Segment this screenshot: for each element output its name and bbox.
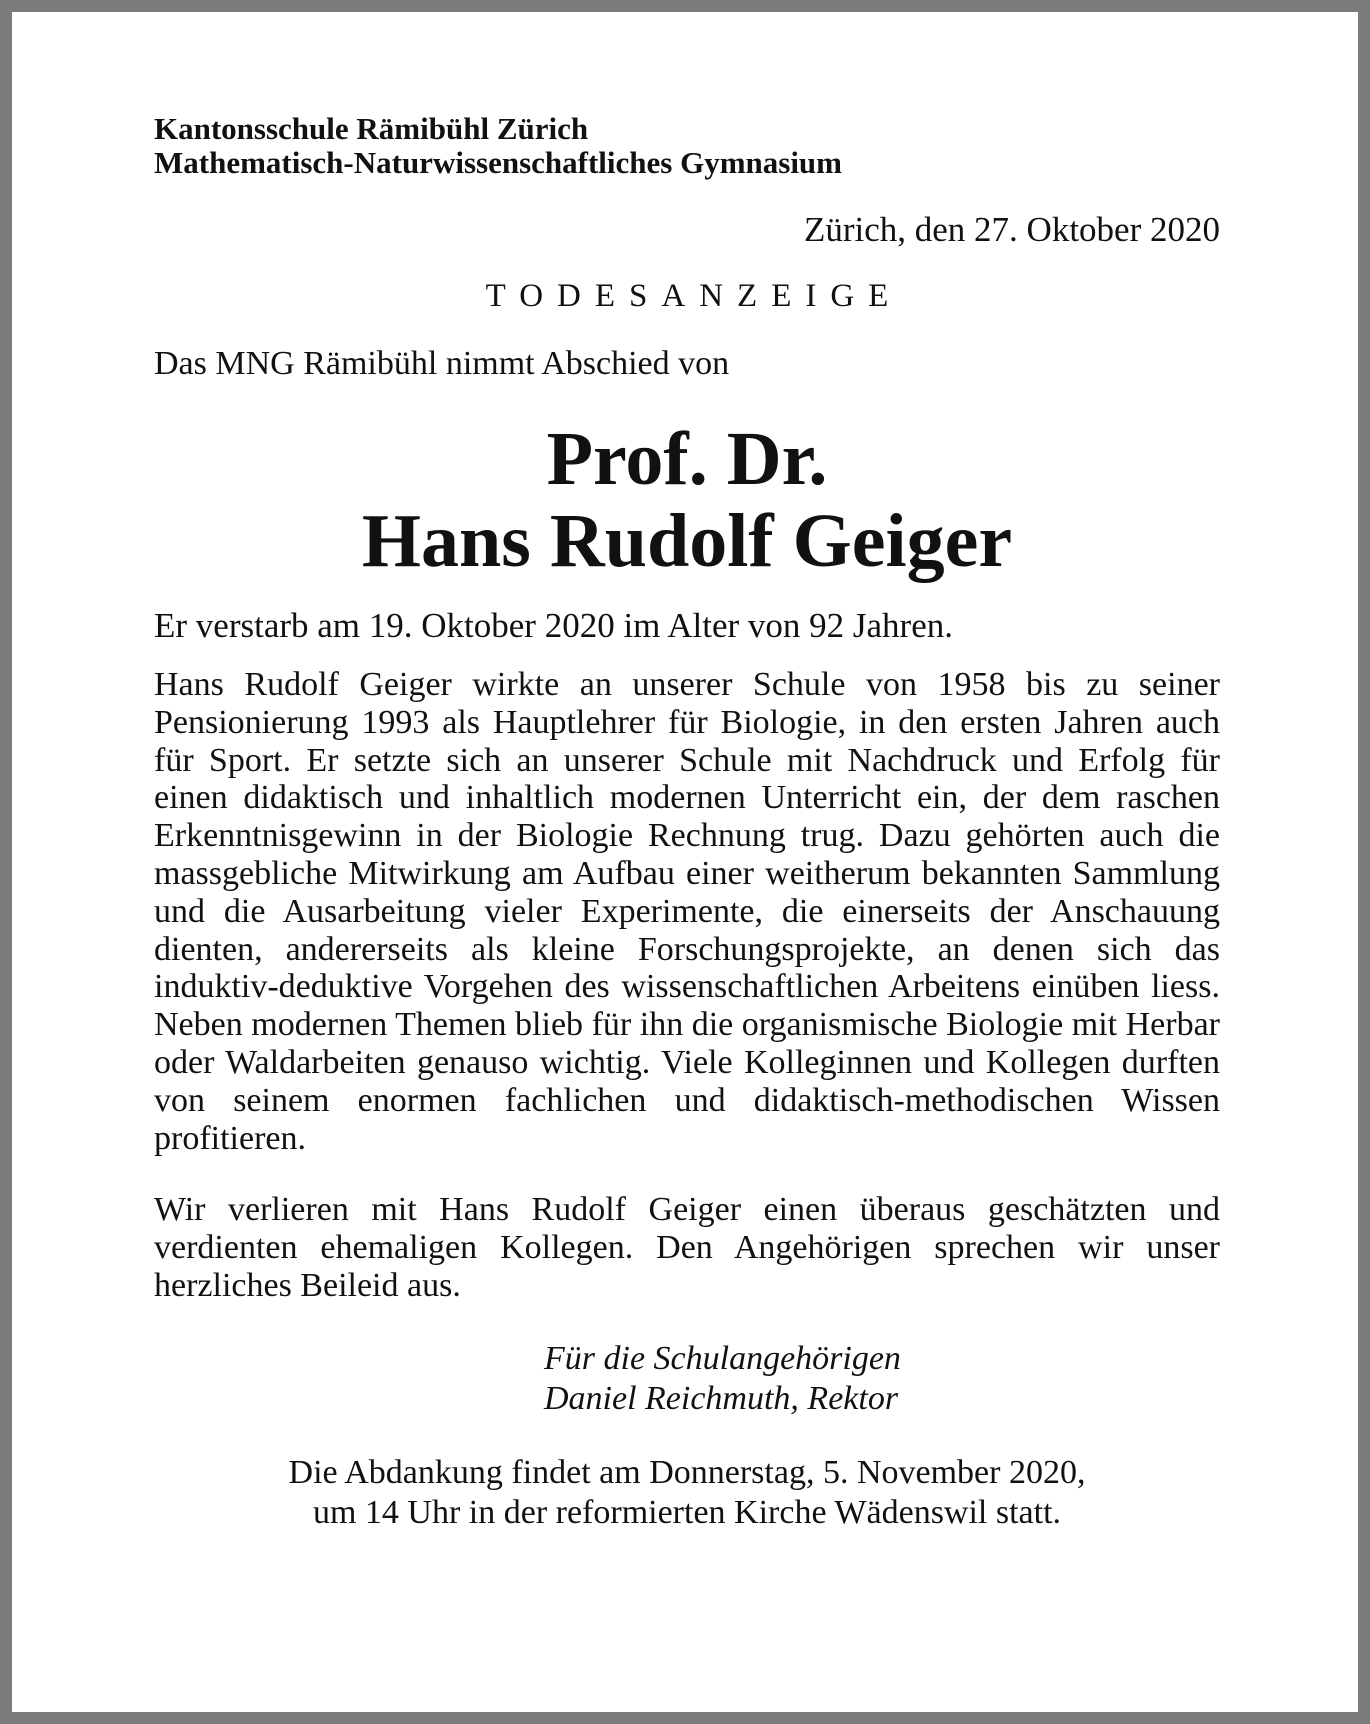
obituary-content [154,112,1220,1533]
deceased-name [154,418,1220,582]
school-type: Mathematisch-Naturwissenschaftliches Gymnasium [154,145,842,180]
career-paragraph: Hans Rudolf Geiger wirkte an unserer Schule von 1958 bis zu seiner Pensionierung 1993 als Hauptlehrer für Biologie, in den ersten Jahren auch für Sport. Er setzte sich an unserer Schule mit Nachdruck und Erfolg für einen didaktisch und inhaltlich modernen Unterricht ein, der dem raschen Erkenntnisgewinn in der Biologie Rechnung trug. Dazu gehörten auch die massgebliche Mitwirkung am Aufbau einer weitherum bekannten Sammlung und die Ausarbeitung vieler Experimente, die einerseits der Anschauung dienten, andererseits als kleine Forschungsprojekte, an denen sich das induktiv-deduktive Vorgehen des wissenschaftlichen Arbeitens einüben liess. Neben modernen Themen blieb für ihn die organismische Biologie mit Herbar oder Waldarbeiten genauso wichtig. Viele Kolleginnen und Kollegen durften von seinem enormen fachlichen und didaktisch-methodischen Wissen profitieren. [154,666,1220,1157]
deceased-full-name: Hans Rudolf Geiger [361,499,1013,583]
ceremony-place-line: um 14 Uhr in der reformierten Kirche Wädenswil statt. [312,1493,1062,1531]
school-header [154,112,1220,180]
signature-on-behalf: Für die Schulangehörigen [544,1339,901,1377]
death-notice: Er verstarb am 19. Oktober 2020 im Alter von 92 Jahren. [154,606,953,645]
condolence-paragraph: Wir verlieren mit Hans Rudolf Geiger einen überaus geschätzten und verdienten ehemaligen Kollegen. Den Angehörigen sprechen wir unser herzliches Beileid aus. [154,1191,1220,1304]
school-name: Kantonsschule Rämibühl Zürich [154,111,589,146]
ceremony-date-line: Die Abdankung findet am Donnerstag, 5. November 2020, [288,1453,1086,1491]
signature-name: Daniel Reichmuth, Rektor [544,1379,899,1417]
document-date: Zürich, den 27. Oktober 2020 [803,210,1220,249]
document-page [12,12,1358,1712]
signature-block [544,1339,1220,1419]
deceased-title: Prof. Dr. [546,417,828,501]
ceremony-notice [154,1453,1220,1533]
announcement-title: TODESANZEIGE [485,278,903,314]
intro-text: Das MNG Rämibühl nimmt Abschied von [154,345,730,382]
